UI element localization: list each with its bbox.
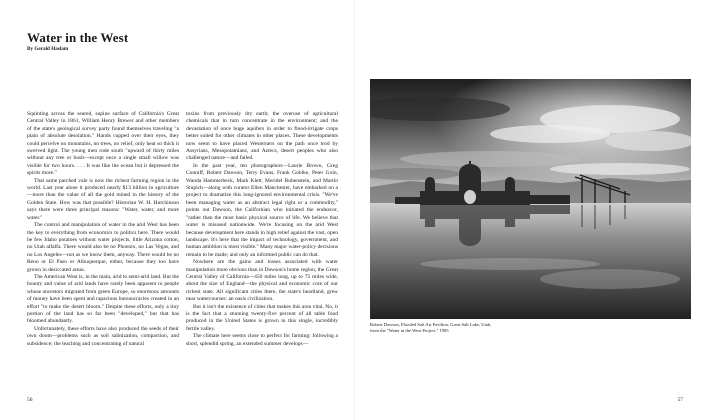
- paragraph: In the past year, ten photographers—Laurie Brown, Greg Conniff, Robert Dawson, Terry Evans, Frank Gohlke, Peter Goin, Wanda Hammerbeck, Mark Klett, Meridel Rubenstein, and Martin Stupich—along with curator Ellen Manchester, have embarked on a project to dramatize this long-ignored environmental crisis. "We've been managing water as an abstract legal right or a commodity," points out Dawson, the Californian who initiated the endeavor, "rather than the most basic physical source of life. We believe that water is misused nationwide. We're focusing on the arid West because development here stands in high relief against the vast, open landscape. It's here that the impact of technology, government, and human ambition is most visible." Many major water-policy decisions remain to be made; and only an informed public can do that.: [186, 162, 338, 258]
- photograph-salt-air-pavilion: [370, 79, 691, 319]
- book-spine-shadow: [354, 0, 355, 420]
- paragraph: That same parched vale is now the richest farming region in the world. Last year alone it produced nearly $13 billion in agriculture—more than the value of all the gold mined in the history of the Golden State. How was that possible? Historian W. H. Hutchinson says there were three principal reasons: "Water, water, and more water.": [27, 177, 179, 221]
- text-column-right: [186, 111, 338, 371]
- paragraph: The American West is, in the main, arid to semi-arid land. But the bounty and value of arid lands have rarely been apparent to people whose ancestors migrated from green Europe, so enormous amounts of money have been spent and rapacious bureaucracies created in an effort "to make the desert bloom." Despite these efforts, only a tiny portion of the land has so far been "developed," but that has bloomed abundantly.: [27, 273, 179, 325]
- page-number-left: 56: [27, 397, 33, 403]
- paragraph: The climate here seems close to perfect for farming: following a short, splendid spring, an extended summer develops—: [186, 333, 338, 347]
- paragraph: Squinting across the seared, supine surface of California's Great Central Valley in 1861, William Henry Brewer and other members of the state's geological survey party found themselves traveling "a plain of absolute desolation." Hands cupped over their eyes, they could perceive no mountains, no trees, no relief, only heat so thick it swerved light. The young men rode south "upward of thirty miles without any tree or bush—except once a single small willow was visible for two hours. . . . It was like the ocean but it depressed the spirits more.": [27, 111, 179, 177]
- photo-caption: [370, 322, 570, 334]
- text-column-left: [27, 111, 179, 371]
- paragraph: But it isn't the existence of cities that makes this area vital. No, it is the fact that a stunning twenty-five percent of all table food produced in the United States is grown in this single, incredibly fertile valley.: [186, 303, 338, 332]
- article-byline: By Gerald Haslam: [27, 46, 69, 52]
- paragraph: Unfortunately, these efforts have also produced the seeds of their own doom—problems such as soil salinization, compaction, and subsidence; the leaching and concentrating of natural: [27, 325, 179, 347]
- caption-line: Robert Dawson, Flooded Salt Air Pavilion, Great Salt Lake, Utah,: [370, 322, 492, 327]
- paragraph: toxins from previously dry earth; the overuse of agricultural chemicals that in turn concentrate in the environment; and the devastation of once huge aquifers in order to flood-irrigate crops better suited for other climates in other places. These developments now seem to have placed Westerners on the path once trod by Assyrians, Mesopotamians, and Aztecs, desert peoples who also challenged nature—and failed.: [186, 111, 338, 162]
- paragraph: The control and manipulation of water in the arid West has been the key to everything from economics to politics here. There would be few Idaho potatoes without water projects, little Arizona cotton, no Utah alfalfa. There would also be no Phoenix, no Las Vegas, and no Los Angeles—not as we know them, anyway. There would be no Reno or El Paso or Albuquerque, either, because they too have grown in desiccated areas.: [27, 222, 179, 273]
- article-title: Water in the West: [27, 30, 129, 45]
- page-number-right: 57: [677, 397, 683, 403]
- paragraph: Nowhere are the gains and losses associated with water manipulation more obvious than in Dawson's home region, the Great Central Valley of California—450 miles long, up to 75 miles wide, about the size of England—the physical and economic core of our richest state. All significant cities there, the state's heartland, grew near watercourses: an oasis civilization.: [186, 259, 338, 303]
- caption-line: from the "Water in the West Project," 1985: [370, 328, 449, 333]
